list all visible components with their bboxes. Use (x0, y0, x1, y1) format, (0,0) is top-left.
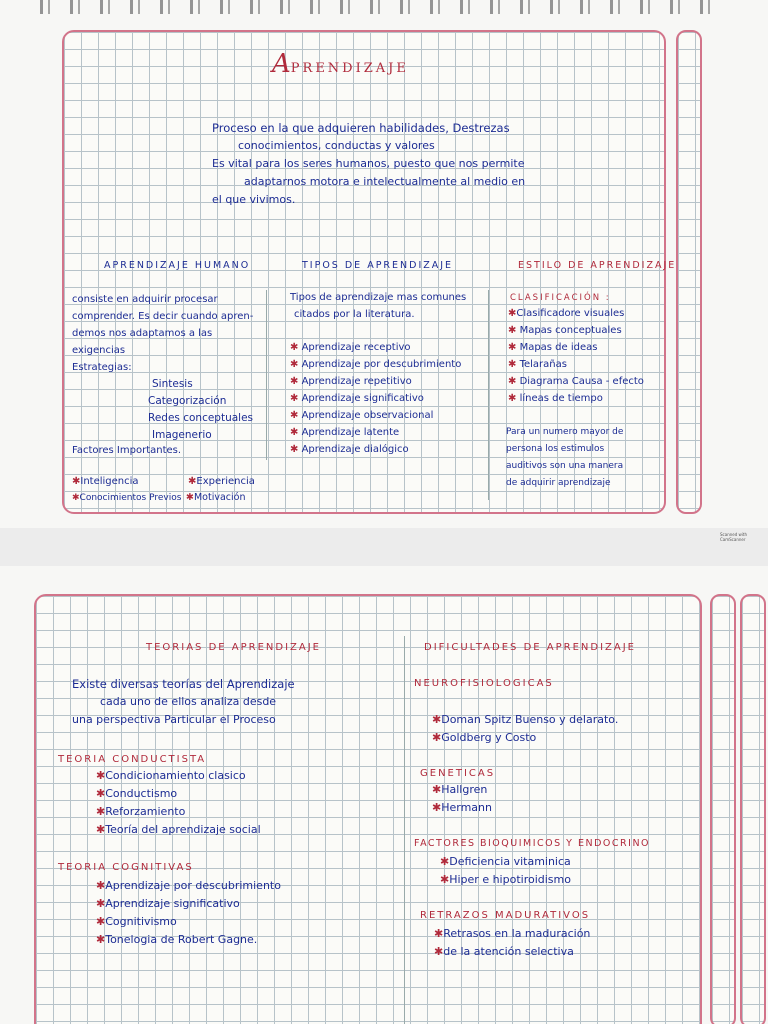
col-divider-1 (266, 290, 267, 460)
col3-note-1: Para un numero mayor de (506, 427, 624, 437)
star-icon: ✱ (96, 915, 106, 928)
spiral-binding (40, 0, 720, 14)
col2-heading: TIPOS DE APRENDIZAJE (302, 260, 454, 271)
page-2-divider (404, 636, 405, 1024)
strategy-4: Imagenerio (152, 429, 212, 441)
star-icon: ✱ (96, 879, 106, 892)
star-icon: ✱ (432, 801, 442, 814)
star-icon: ✱ (290, 342, 302, 353)
star-icon: ✱ (434, 927, 444, 940)
star-icon: ✱ (188, 476, 197, 487)
col3-heading: ESTILO DE APRENDIZAJE (518, 260, 677, 271)
t1-item-2: ✱Conductismo (96, 787, 178, 800)
notebook-page-2 (0, 566, 768, 1024)
s2-item-2: ✱Hermann (432, 801, 492, 814)
star-icon: ✱ (432, 783, 442, 796)
s4-item-1: ✱Retrasos en la maduración (434, 927, 591, 940)
theories-heading: TEORIAS DE APRENDIZAJE (146, 642, 321, 653)
intro-line-2: conocimientos, conductas y valores (238, 139, 435, 152)
page-2-side-strip-2 (740, 594, 766, 1024)
strategy-1: Sintesis (152, 378, 193, 390)
scanner-tag: Scanned with CamScanner (720, 532, 748, 542)
col2-item-7: ✱ Aprendizaje dialógico (290, 444, 409, 455)
star-icon: ✱ (432, 713, 442, 726)
col3-class-label: CLASIFICACIÓN : (510, 293, 611, 303)
factor-3: ✱Conocimientos Previos (72, 493, 182, 503)
difficulties-heading: DIFICULTADES DE APRENDIZAJE (424, 642, 636, 653)
s1-item-2: ✱Goldberg y Costo (432, 731, 537, 744)
col-divider-2 (488, 290, 489, 500)
s4-heading: RETRAZOS MADURATIVOS (420, 910, 591, 921)
star-icon: ✱ (72, 493, 80, 503)
intro-line-4: adaptarnos motora e intelectualmente al medio en (244, 175, 526, 188)
star-icon: ✱ (96, 823, 106, 836)
col1-line-2: comprender. Es decir cuando apren- (72, 311, 254, 322)
star-icon: ✱ (186, 492, 194, 503)
star-icon: ✱ (290, 359, 302, 370)
star-icon: ✱ (508, 325, 520, 336)
s4-item-2: ✱de la atención selectiva (434, 945, 574, 958)
intro-line-3: Es vital para los seres humanos, puesto que nos permite (212, 157, 525, 170)
star-icon: ✱ (290, 427, 302, 438)
factor-2: ✱Experiencia (188, 476, 255, 487)
theories-intro-2: cada uno de ellos analiza desde (100, 695, 277, 708)
col2-item-4: ✱ Aprendizaje significativo (290, 393, 424, 404)
star-icon: ✱ (508, 308, 517, 319)
strategy-3: Redes conceptuales (148, 412, 254, 424)
col2-item-5: ✱ Aprendizaje observacional (290, 410, 434, 421)
col3-item-4: ✱ Telarañas (508, 359, 567, 370)
t2-item-3: ✱Cognitivismo (96, 915, 177, 928)
title-initial: A (272, 49, 291, 79)
t1-item-3: ✱Reforzamiento (96, 805, 186, 818)
col2-intro-1: Tipos de aprendizaje mas comunes (290, 292, 467, 303)
star-icon: ✱ (432, 731, 442, 744)
s3-item-1: ✱Deficiencia vitaminica (440, 855, 571, 868)
star-icon: ✱ (508, 376, 520, 387)
strategy-2: Categorización (148, 395, 227, 407)
s1-heading: NEUROFISIOLOGICAS (414, 678, 554, 689)
col3-item-1: ✱Clasificadore visuales (508, 308, 625, 319)
s2-heading: GENETICAS (420, 768, 496, 779)
page-1-title (272, 49, 409, 79)
star-icon: ✱ (290, 393, 302, 404)
col2-item-3: ✱ Aprendizaje repetitivo (290, 376, 412, 387)
s3-heading: FACTORES BIOQUIMICOS Y ENDOCRINO (414, 838, 651, 849)
t2-heading: TEORIA COGNITIVAS (58, 862, 194, 873)
col2-item-1: ✱ Aprendizaje receptivo (290, 342, 411, 353)
t1-heading: TEORIA CONDUCTISTA (58, 754, 207, 765)
intro-line-5: el que vivimos. (212, 193, 296, 206)
page-2-side-strip (710, 594, 736, 1024)
t1-item-4: ✱Teoría del aprendizaje social (96, 823, 261, 836)
col3-note-3: auditivos son una manera (506, 461, 624, 471)
star-icon: ✱ (96, 769, 106, 782)
s3-item-2: ✱Hiper e hipotiroidismo (440, 873, 571, 886)
star-icon: ✱ (96, 805, 106, 818)
col3-note-4: de adquirir aprendizaje (506, 478, 611, 488)
col2-intro-2: citados por la literatura. (294, 309, 415, 320)
col2-item-2: ✱ Aprendizaje por descubrimiento (290, 359, 462, 370)
col3-item-6: ✱ líneas de tiempo (508, 393, 603, 404)
t2-item-1: ✱Aprendizaje por descubrimiento (96, 879, 281, 892)
intro-line-1: Proceso en la que adquieren habilidades, Destrezas (212, 121, 510, 135)
col1-line-5: Estrategias: (72, 362, 132, 373)
t2-item-4: ✱Tonelogia de Robert Gagne. (96, 933, 258, 946)
s1-item-1: ✱Doman Spitz Buenso y delarato. (432, 713, 619, 726)
col3-item-3: ✱ Mapas de ideas (508, 342, 598, 353)
theories-intro-1: Existe diversas teorías del Aprendizaje (72, 677, 295, 691)
star-icon: ✱ (96, 897, 106, 910)
t1-item-1: ✱Condicionamiento clasico (96, 769, 246, 782)
s2-item-1: ✱Hallgren (432, 783, 488, 796)
factor-1: ✱Inteligencia (72, 476, 139, 487)
star-icon: ✱ (508, 359, 520, 370)
col1-heading: APRENDIZAJE HUMANO (104, 260, 251, 271)
col3-item-5: ✱ Diagrama Causa - efecto (508, 376, 644, 387)
theories-intro-3: una perspectiva Particular el Proceso (72, 713, 276, 726)
factor-4: ✱Motivación (186, 492, 246, 503)
col3-note-2: persona los estimulos (506, 444, 605, 454)
t2-item-2: ✱Aprendizaje significativo (96, 897, 240, 910)
star-icon: ✱ (440, 855, 450, 868)
star-icon: ✱ (96, 933, 106, 946)
col2-item-6: ✱ Aprendizaje latente (290, 427, 400, 438)
title-rest: PRENDIZAJE (290, 61, 409, 76)
star-icon: ✱ (440, 873, 450, 886)
col1-line-1: consiste en adquirir procesar (72, 294, 218, 305)
star-icon: ✱ (434, 945, 444, 958)
star-icon: ✱ (290, 410, 302, 421)
col3-item-2: ✱ Mapas conceptuales (508, 325, 622, 336)
factors-label: Factores Importantes. (72, 445, 182, 456)
page-1-side-strip (676, 30, 702, 514)
star-icon: ✱ (508, 393, 520, 404)
star-icon: ✱ (72, 476, 81, 487)
col1-line-3: demos nos adaptamos a las (72, 328, 213, 339)
star-icon: ✱ (96, 787, 106, 800)
star-icon: ✱ (290, 376, 302, 387)
col1-line-4: exigencias (72, 345, 126, 356)
star-icon: ✱ (290, 444, 302, 455)
star-icon: ✱ (508, 342, 520, 353)
